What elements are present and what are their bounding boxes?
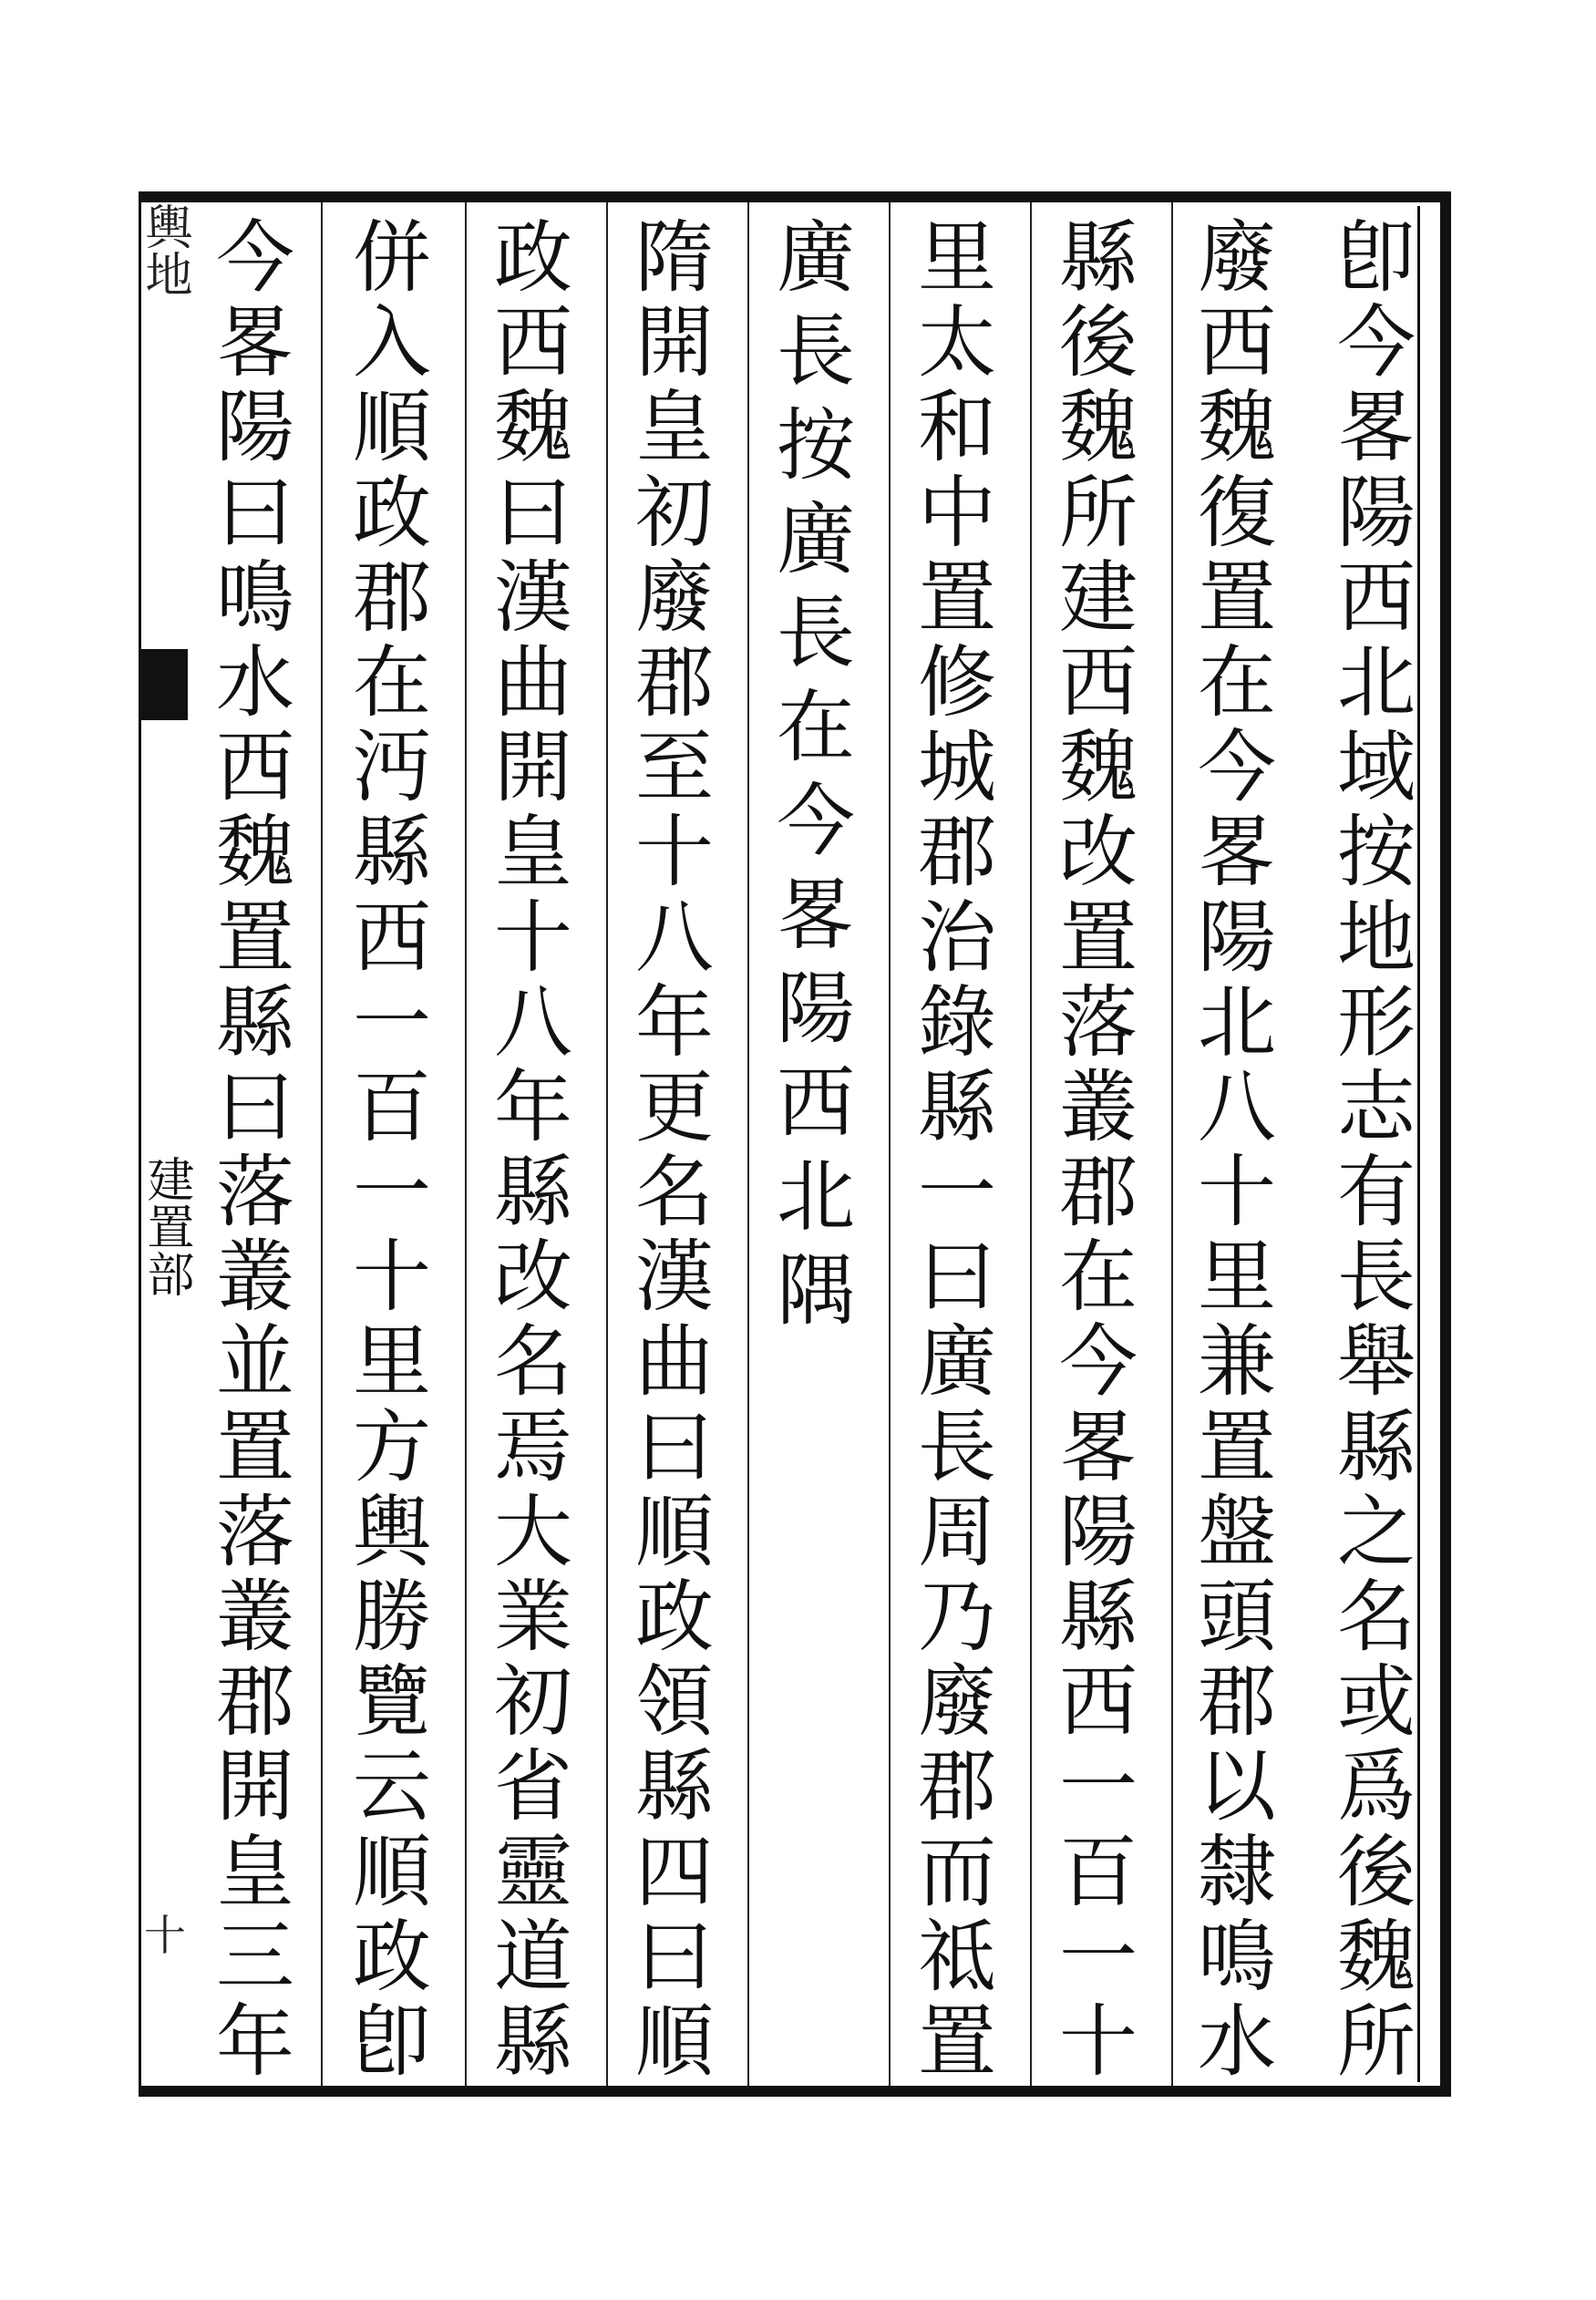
text-glyph: 所 (1059, 467, 1138, 559)
text-glyph: 名 (635, 1147, 714, 1239)
text-glyph: 曰 (635, 1911, 714, 2003)
text-glyph: 陽 (1198, 892, 1276, 984)
text-glyph: 里 (353, 1316, 431, 1408)
text-glyph: 順 (353, 382, 431, 474)
text-glyph: 改 (1059, 807, 1138, 899)
fore-edge-page-mark: 十 (144, 1911, 186, 1960)
text-glyph: 西 (1198, 297, 1276, 389)
text-glyph: 落 (216, 1486, 294, 1578)
text-glyph: 置 (918, 1996, 996, 2088)
text-glyph: 郡 (635, 636, 714, 728)
text-glyph: 西 (494, 297, 572, 389)
text-column (1039, 212, 1158, 2088)
fish-tail-mark (139, 649, 188, 720)
text-glyph: 北 (777, 1151, 855, 1243)
text-glyph: 鳴 (1198, 1911, 1276, 2003)
text-glyph: 十 (1059, 1996, 1138, 2088)
text-glyph: 縣 (353, 807, 431, 899)
text-glyph: 在 (1059, 1232, 1138, 1324)
text-glyph: 縣 (494, 1147, 572, 1239)
text-glyph: 隅 (777, 1245, 855, 1336)
text-glyph: 輿 (353, 1486, 431, 1578)
text-glyph: 三 (216, 1911, 294, 2003)
text-glyph: 皇 (216, 1826, 294, 1918)
text-glyph: 覽 (353, 1656, 431, 1748)
text-glyph: 一 (918, 1147, 996, 1239)
text-glyph: 陽 (1059, 1486, 1138, 1578)
text-glyph: 置 (1198, 552, 1276, 644)
text-glyph: 縣 (216, 976, 294, 1068)
text-glyph: 卽 (1337, 212, 1416, 304)
text-glyph: 置 (216, 1401, 294, 1493)
text-glyph: 西 (353, 892, 431, 984)
text-glyph: 太 (918, 297, 996, 389)
text-glyph: 縣 (918, 1061, 996, 1153)
text-glyph: 叢 (216, 1232, 294, 1324)
text-column (757, 212, 875, 2088)
text-glyph: 郡 (353, 552, 431, 644)
text-glyph: 焉 (494, 1401, 572, 1493)
text-glyph: 郡 (1059, 1147, 1138, 1239)
text-glyph: 在 (777, 682, 855, 773)
text-glyph: 政 (353, 467, 431, 559)
text-glyph: 曰 (216, 1061, 294, 1153)
column-rule (747, 202, 749, 2086)
text-glyph: 西 (1059, 636, 1138, 728)
text-glyph: 一 (1059, 1911, 1138, 2003)
text-glyph: 一 (353, 1147, 431, 1239)
text-glyph: 落 (216, 1147, 294, 1239)
text-glyph: 頭 (1198, 1572, 1276, 1663)
text-glyph: 順 (635, 1486, 714, 1578)
text-glyph: 道 (494, 1911, 572, 2003)
text-glyph: 初 (494, 1656, 572, 1748)
text-glyph: 畧 (216, 297, 294, 389)
text-glyph: 曲 (635, 1316, 714, 1408)
text-glyph: 水 (1198, 1996, 1276, 2088)
text-glyph: 里 (918, 212, 996, 304)
text-glyph: 舉 (1337, 1316, 1416, 1408)
text-glyph: 盤 (1198, 1486, 1276, 1578)
text-glyph: 地 (1337, 892, 1416, 984)
text-glyph: 政 (494, 212, 572, 304)
text-glyph: 叢 (1059, 1061, 1138, 1153)
text-glyph: 城 (918, 722, 996, 814)
text-glyph: 以 (1198, 1741, 1276, 1833)
text-glyph: 畧 (1198, 807, 1276, 899)
text-glyph: 魏 (1059, 722, 1138, 814)
text-glyph: 入 (353, 297, 431, 389)
text-glyph: 曰 (918, 1232, 996, 1324)
text-glyph: 名 (1337, 1572, 1416, 1663)
text-glyph: 兼 (1198, 1316, 1276, 1408)
text-glyph: 置 (1059, 892, 1138, 984)
text-glyph: 百 (353, 1061, 431, 1153)
text-glyph: 百 (1059, 1826, 1138, 1918)
text-glyph: 水 (216, 636, 294, 728)
fore-edge-title-text: 輿地 (137, 202, 191, 297)
fore-edge-section-label: 建置部 (139, 1155, 193, 1297)
text-glyph: 廣 (777, 494, 855, 585)
text-glyph: 郡 (918, 1741, 996, 1833)
column-rule (465, 202, 467, 2086)
text-glyph: 至 (635, 722, 714, 814)
text-column (1317, 212, 1436, 2088)
text-glyph: 四 (635, 1826, 714, 1918)
text-column (615, 212, 734, 2088)
text-glyph: 今 (1059, 1316, 1138, 1408)
text-glyph: 八 (1198, 1061, 1276, 1153)
text-glyph: 爲 (1337, 1741, 1416, 1833)
text-glyph: 西 (777, 1057, 855, 1149)
text-glyph: 漢 (494, 552, 572, 644)
text-glyph: 魏 (1198, 382, 1276, 474)
text-glyph: 開 (635, 297, 714, 389)
text-glyph: 祗 (918, 1911, 996, 2003)
text-glyph: 十 (635, 807, 714, 899)
text-glyph: 更 (635, 1061, 714, 1153)
text-glyph: 八 (494, 976, 572, 1068)
text-glyph: 名 (494, 1316, 572, 1408)
text-glyph: 魏 (216, 807, 294, 899)
text-glyph: 里 (1198, 1232, 1276, 1324)
text-glyph: 有 (1337, 1147, 1416, 1239)
text-glyph: 縣 (1337, 1401, 1416, 1493)
text-glyph: 畧 (777, 870, 855, 961)
text-glyph: 在 (353, 636, 431, 728)
text-glyph: 靈 (494, 1826, 572, 1918)
column-rule (1171, 202, 1173, 2086)
text-glyph: 置 (216, 892, 294, 984)
text-glyph: 順 (353, 1826, 431, 1918)
text-glyph: 沔 (353, 722, 431, 814)
text-glyph: 魏 (494, 382, 572, 474)
text-glyph: 和 (918, 382, 996, 474)
text-glyph: 並 (216, 1316, 294, 1408)
text-glyph: 陽 (216, 382, 294, 474)
text-glyph: 省 (494, 1741, 572, 1833)
text-glyph: 錄 (918, 976, 996, 1068)
text-glyph: 置 (1198, 1401, 1276, 1493)
text-glyph: 治 (918, 892, 996, 984)
fore-edge-column (139, 202, 193, 2086)
text-glyph: 長 (918, 1401, 996, 1493)
text-glyph: 隸 (1198, 1826, 1276, 1918)
text-glyph: 廢 (1198, 212, 1276, 304)
text-glyph: 十 (353, 1232, 431, 1324)
text-glyph: 北 (1337, 636, 1416, 728)
text-glyph: 皇 (635, 382, 714, 474)
text-glyph: 曰 (494, 467, 572, 559)
column-rule (889, 202, 891, 2086)
text-glyph: 皇 (494, 807, 572, 899)
text-glyph: 併 (353, 212, 431, 304)
text-glyph: 隋 (635, 212, 714, 304)
text-glyph: 今 (777, 776, 855, 867)
fore-edge-section (140, 1155, 191, 1297)
text-glyph: 周 (918, 1486, 996, 1578)
text-glyph: 所 (1337, 1996, 1416, 2088)
text-glyph: 初 (635, 467, 714, 559)
text-column (1178, 212, 1296, 2088)
text-glyph: 置 (918, 552, 996, 644)
text-glyph: 改 (494, 1232, 572, 1324)
text-glyph: 叢 (216, 1572, 294, 1663)
text-column (333, 212, 451, 2088)
text-glyph: 政 (635, 1572, 714, 1663)
text-glyph: 長 (777, 306, 855, 397)
text-glyph: 畧 (1337, 382, 1416, 474)
text-glyph: 今 (1198, 722, 1276, 814)
text-glyph: 修 (918, 636, 996, 728)
text-glyph: 縣 (1059, 1572, 1138, 1663)
text-glyph: 而 (918, 1826, 996, 1918)
text-glyph: 年 (494, 1061, 572, 1153)
text-glyph: 陽 (1337, 467, 1416, 559)
text-glyph: 西 (216, 722, 294, 814)
text-glyph: 業 (494, 1572, 572, 1663)
text-glyph: 魏 (1337, 1911, 1416, 2003)
text-glyph: 域 (1337, 722, 1416, 814)
text-glyph: 魏 (1059, 382, 1138, 474)
text-glyph: 復 (1198, 467, 1276, 559)
text-glyph: 順 (635, 1996, 714, 2088)
text-glyph: 年 (635, 976, 714, 1068)
text-glyph: 一 (353, 976, 431, 1068)
text-glyph: 年 (216, 1996, 294, 2088)
text-glyph: 曰 (635, 1401, 714, 1493)
text-glyph: 廣 (918, 1316, 996, 1408)
text-glyph: 縣 (635, 1741, 714, 1833)
text-glyph: 開 (494, 722, 572, 814)
text-glyph: 乃 (918, 1572, 996, 1663)
column-rule (606, 202, 608, 2086)
text-glyph: 落 (1059, 976, 1138, 1068)
text-glyph: 陽 (777, 964, 855, 1055)
text-column (474, 212, 592, 2088)
text-glyph: 十 (494, 892, 572, 984)
text-glyph: 志 (1337, 1061, 1416, 1153)
text-glyph: 或 (1337, 1656, 1416, 1748)
text-glyph: 廣 (777, 212, 855, 304)
text-glyph: 西 (1059, 1656, 1138, 1748)
text-glyph: 曲 (494, 636, 572, 728)
text-glyph: 今 (216, 212, 294, 304)
text-glyph: 八 (635, 892, 714, 984)
text-glyph: 領 (635, 1656, 714, 1748)
text-glyph: 後 (1059, 297, 1138, 389)
text-column (898, 212, 1016, 2088)
text-glyph: 之 (1337, 1486, 1416, 1578)
text-glyph: 云 (353, 1741, 431, 1833)
text-glyph: 曰 (216, 467, 294, 559)
text-glyph: 郡 (1198, 1656, 1276, 1748)
text-column (196, 212, 314, 2088)
text-glyph: 長 (777, 588, 855, 679)
text-glyph: 大 (494, 1486, 572, 1578)
text-glyph: 按 (1337, 807, 1416, 899)
text-glyph: 政 (353, 1911, 431, 2003)
text-glyph: 卽 (353, 1996, 431, 2088)
text-glyph: 一 (1059, 1741, 1138, 1833)
text-glyph: 北 (1198, 976, 1276, 1068)
text-glyph: 建 (1059, 552, 1138, 644)
text-glyph: 縣 (494, 1996, 572, 2088)
text-glyph: 畧 (1059, 1401, 1138, 1493)
text-glyph: 方 (353, 1401, 431, 1493)
fore-edge-title (139, 202, 190, 297)
text-glyph: 鳴 (216, 552, 294, 644)
text-glyph: 漢 (635, 1232, 714, 1324)
text-glyph: 形 (1337, 976, 1416, 1068)
text-glyph: 長 (1337, 1232, 1416, 1324)
text-glyph: 開 (216, 1741, 294, 1833)
column-rule (1030, 202, 1032, 2086)
column-rule (321, 202, 323, 2086)
text-glyph: 廢 (918, 1656, 996, 1748)
text-glyph: 縣 (1059, 212, 1138, 304)
text-glyph: 郡 (216, 1656, 294, 1748)
text-glyph: 西 (1337, 552, 1416, 644)
text-glyph: 郡 (918, 807, 996, 899)
text-glyph: 中 (918, 467, 996, 559)
text-glyph: 廢 (635, 552, 714, 644)
text-glyph: 後 (1337, 1826, 1416, 1918)
text-glyph: 在 (1198, 636, 1276, 728)
text-glyph: 今 (1337, 297, 1416, 389)
text-glyph: 按 (777, 400, 855, 491)
text-glyph: 十 (1198, 1147, 1276, 1239)
text-glyph: 勝 (353, 1572, 431, 1663)
